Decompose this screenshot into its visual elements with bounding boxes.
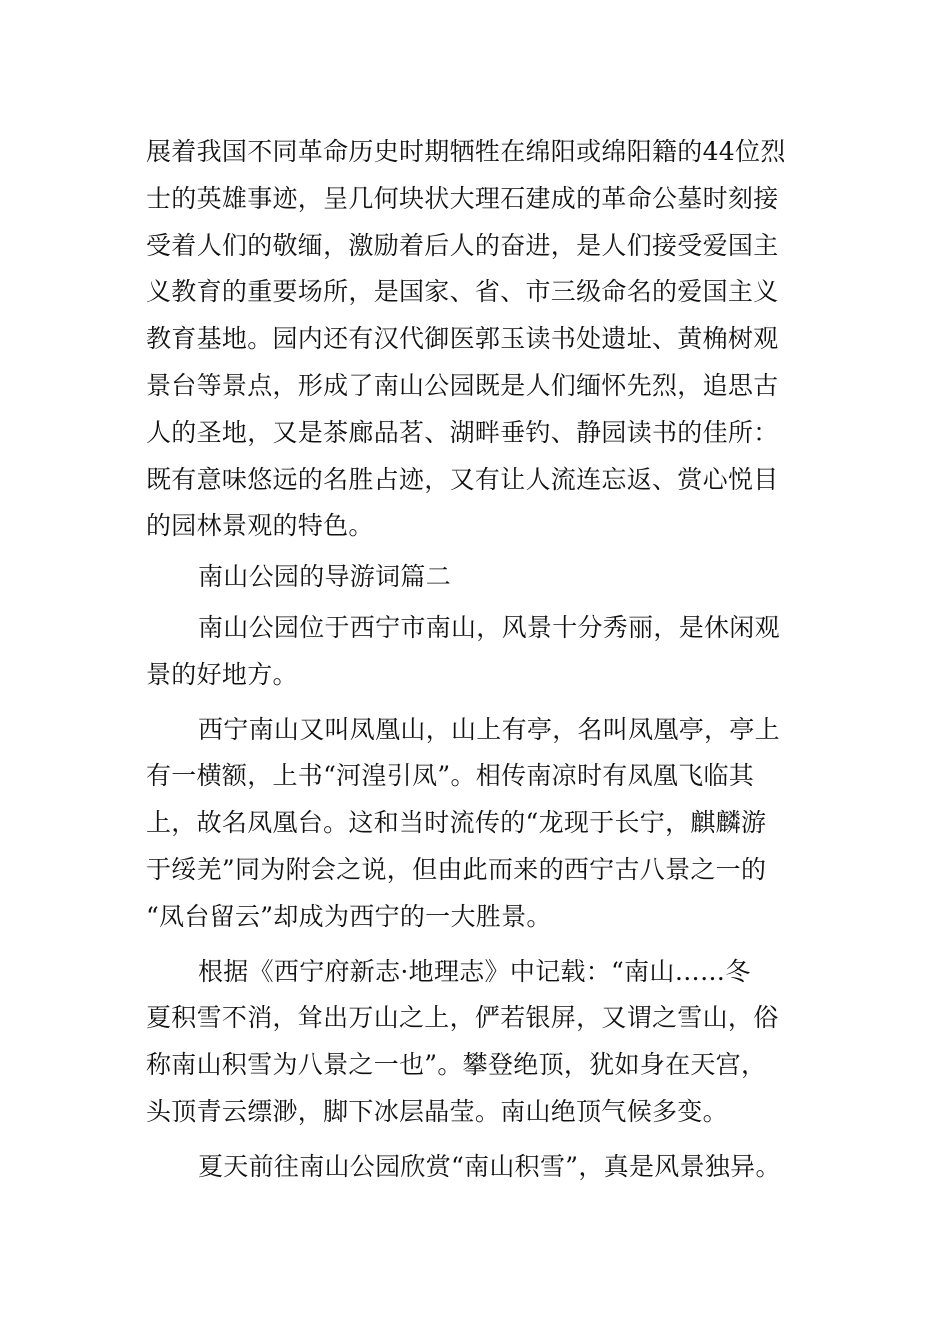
text-line: 有一横额，上书“河湟引凤”。相传南凉时有凤凰飞临其 xyxy=(146,761,755,791)
text-line: 受着人们的敬缅，激励着后人的奋进，是人们接受爱国主 xyxy=(146,230,779,260)
section-heading: 南山公园的导游词篇二 xyxy=(198,562,452,592)
text-line: 夏积雪不消，耸出万山之上，俨若银屏，又谓之雪山，俗 xyxy=(146,1003,779,1033)
text-line: 头顶青云缥渺，脚下冰层晶莹。南山绝顶气候多变。 xyxy=(146,1096,728,1126)
text-line: 根据《西宁府新志·地理志》中记载：“南山……冬 xyxy=(198,956,751,986)
text-line: 展着我国不同革命历史时期牺牲在绵阳或绵阳籍的44位烈 xyxy=(146,137,786,166)
text-line: 的园林景观的特色。 xyxy=(146,511,374,541)
text-line: “凤台留云”却成为西宁的一大胜景。 xyxy=(146,901,552,931)
text-line: 人的圣地，又是茶廊品茗、湖畔垂钓、静园读书的佳所： xyxy=(146,417,779,447)
text-line: 于绥羌”同为附会之说，但由此而来的西宁古八景之一的 xyxy=(146,854,767,884)
paragraph-1 xyxy=(146,129,836,550)
text-line: 称南山积雪为八景之一也”。攀登绝顶，犹如身在天宫， xyxy=(146,1050,767,1080)
text-line: 景台等景点，形成了南山公园既是人们缅怀先烈，追思古 xyxy=(146,370,779,400)
text-line: 教育基地。园内还有汉代御医郭玉读书处遗址、黄桷树观 xyxy=(146,324,779,354)
text-line: 士的英雄事迹，呈几何块状大理石建成的革命公墓时刻接 xyxy=(146,183,779,213)
paragraph-5 xyxy=(146,1144,836,1191)
text-line: 南山公园位于西宁市南山，风景十分秀丽，是休闲观 xyxy=(198,612,780,642)
paragraph-2 xyxy=(146,605,836,699)
paragraph-3 xyxy=(146,707,836,941)
document-body xyxy=(146,129,836,1191)
text-line: 义教育的重要场所，是国家、省、市三级命名的爱国主义 xyxy=(146,277,779,307)
text-line: 景的好地方。 xyxy=(146,659,298,689)
text-line: 既有意味悠远的名胜占迹，又有让人流连忘返、赏心悦目 xyxy=(146,464,779,494)
paragraph-4 xyxy=(146,949,836,1136)
text-line: 夏天前往南山公园欣赏“南山积雪”，真是风景独异。 xyxy=(198,1151,781,1181)
text-line: 西宁南山又叫凤凰山，山上有亭，名叫凤凰亭，亭上 xyxy=(198,714,780,744)
text-line: 上，故名凤凰台。这和当时流传的“龙现于长宁，麒麟游 xyxy=(146,808,767,838)
